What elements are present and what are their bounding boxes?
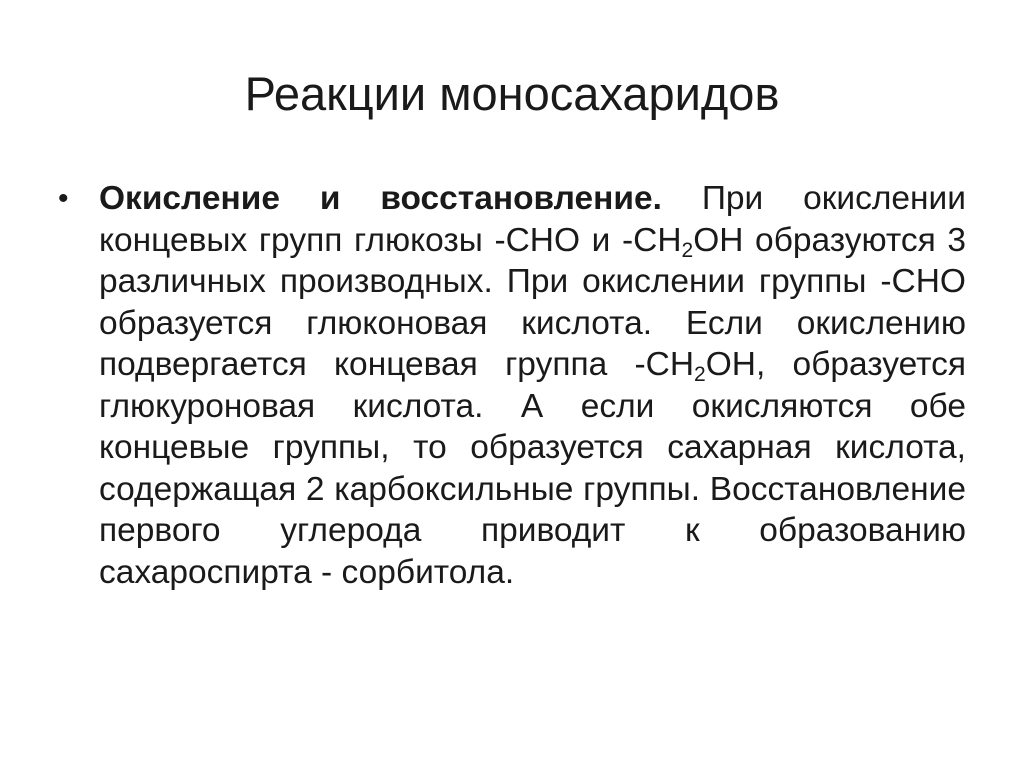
- slide-title: Реакции моносахаридов: [244, 67, 780, 120]
- subscript-1: 2: [681, 238, 694, 262]
- bullet-item: [58, 178, 966, 593]
- subscript-2: 2: [694, 363, 706, 386]
- bullet-list: [58, 178, 966, 593]
- paragraph-part-2: ОН образуются 3 различных производных. При окислении группы -СНО образуется глюконовая кислота. Если окислению подвергается концевая группа -СН: [99, 221, 966, 383]
- bullet-marker-icon: •: [58, 182, 69, 215]
- paragraph-part-3: ОН, образуется глюкуроновая кислота. А если окисляются обе концевые группы, то образуется сахарная кислота, содержащая 2 карбоксильные группы. Восстановление первого углерода приводит к образованию сахароспирта - сорбитола.: [99, 346, 966, 591]
- bullet-paragraph: [99, 178, 966, 593]
- paragraph-part-1: При окислении концевых групп глюкозы -СНО и -СН: [99, 180, 966, 259]
- bullet-heading: Окисление и восстановление.: [99, 180, 662, 217]
